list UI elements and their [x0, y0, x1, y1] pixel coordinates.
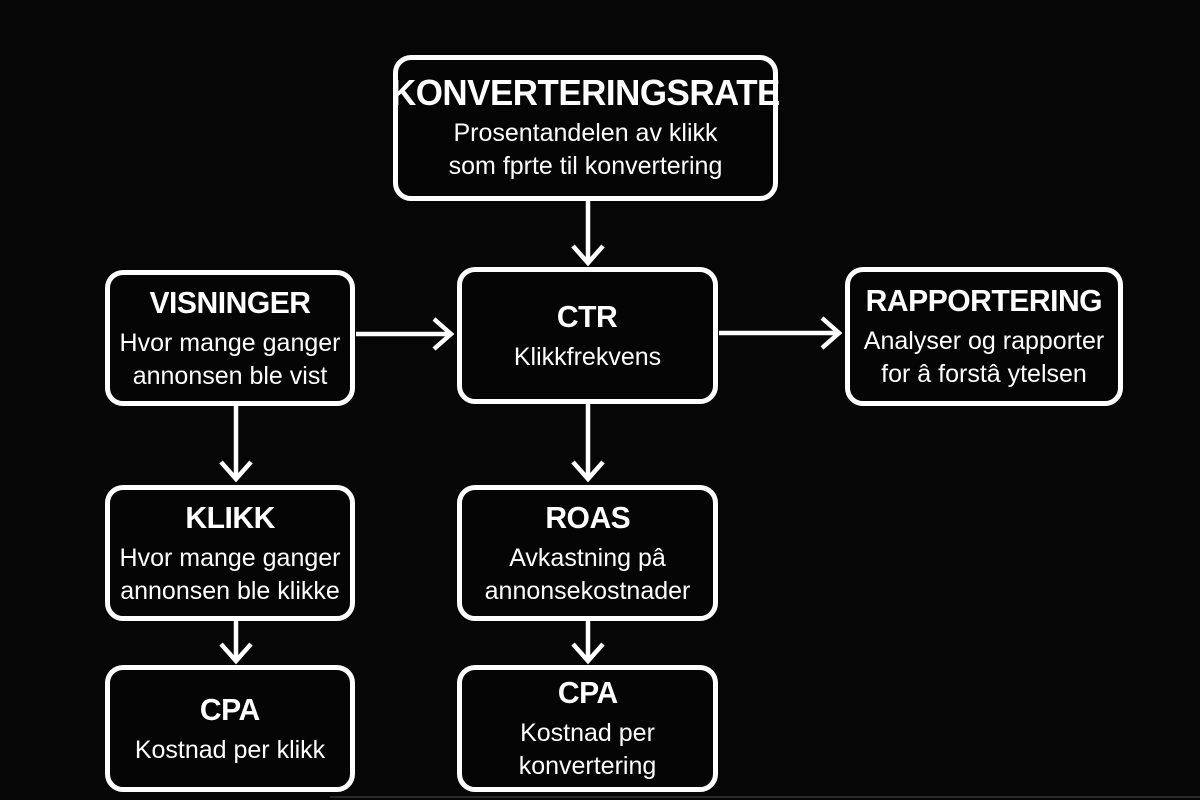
node-cpa-left-title: CPA: [200, 691, 260, 727]
node-klikk-desc-line2: annonsen ble klikke: [120, 576, 340, 605]
node-roas-desc-line2: annonsekostnader: [484, 576, 691, 605]
node-cpa-left: [105, 665, 355, 792]
node-cpa-center-desc-line2: konvertering: [518, 752, 657, 780]
node-konverteringsrate-desc-line1: Prosentandelen av klikk: [453, 118, 718, 147]
node-rapportering-desc-line1: Analyser og rapporter: [863, 327, 1105, 355]
node-visninger-desc-line1: Hvor mange ganger: [119, 328, 341, 357]
node-rapportering-desc-line2: for â forstâ ytelsen: [881, 360, 1087, 388]
arrow-konverteringsrate-to-ctr: [573, 201, 603, 263]
node-ctr-title: CTR: [557, 298, 618, 334]
arrow-visninger-to-ctr: [356, 319, 451, 349]
node-ctr: [457, 267, 718, 404]
node-rapportering: [845, 267, 1123, 406]
node-cpa-center-title: CPA: [557, 675, 618, 710]
arrow-roas-to-cpa-center: [573, 621, 603, 661]
node-konverteringsrate: [393, 55, 778, 201]
node-visninger: [105, 270, 355, 406]
node-visninger-desc-line2: annonsen ble vist: [132, 361, 328, 390]
node-cpa-center: [457, 665, 718, 792]
node-konverteringsrate-title: KONVERTERINGSRATE: [391, 71, 780, 113]
node-konverteringsrate-desc-line2: som fprte til konvertering: [448, 151, 723, 180]
node-klikk: [105, 485, 355, 621]
node-visninger-title: VISNINGER: [149, 284, 311, 320]
node-klikk-title: KLIKK: [185, 499, 275, 535]
arrow-ctr-to-roas: [573, 404, 603, 479]
node-rapportering-title: RAPPORTERING: [865, 283, 1103, 318]
node-klikk-desc-line1: Hvor mange ganger: [119, 543, 341, 572]
node-cpa-center-desc-line1: Kostnad per: [520, 719, 655, 747]
arrow-ctr-to-rapportering: [719, 318, 839, 348]
node-roas: [457, 485, 718, 621]
node-roas-desc-line1: Avkastning pâ: [509, 543, 666, 572]
node-ctr-desc-line1: Klikkfrekvens: [513, 342, 662, 371]
node-cpa-left-desc-line1: Kostnad per klikk: [134, 735, 326, 764]
arrow-klikk-to-cpa-left: [221, 621, 251, 661]
arrow-visninger-to-klikk: [221, 406, 251, 479]
node-roas-title: ROAS: [545, 499, 630, 535]
